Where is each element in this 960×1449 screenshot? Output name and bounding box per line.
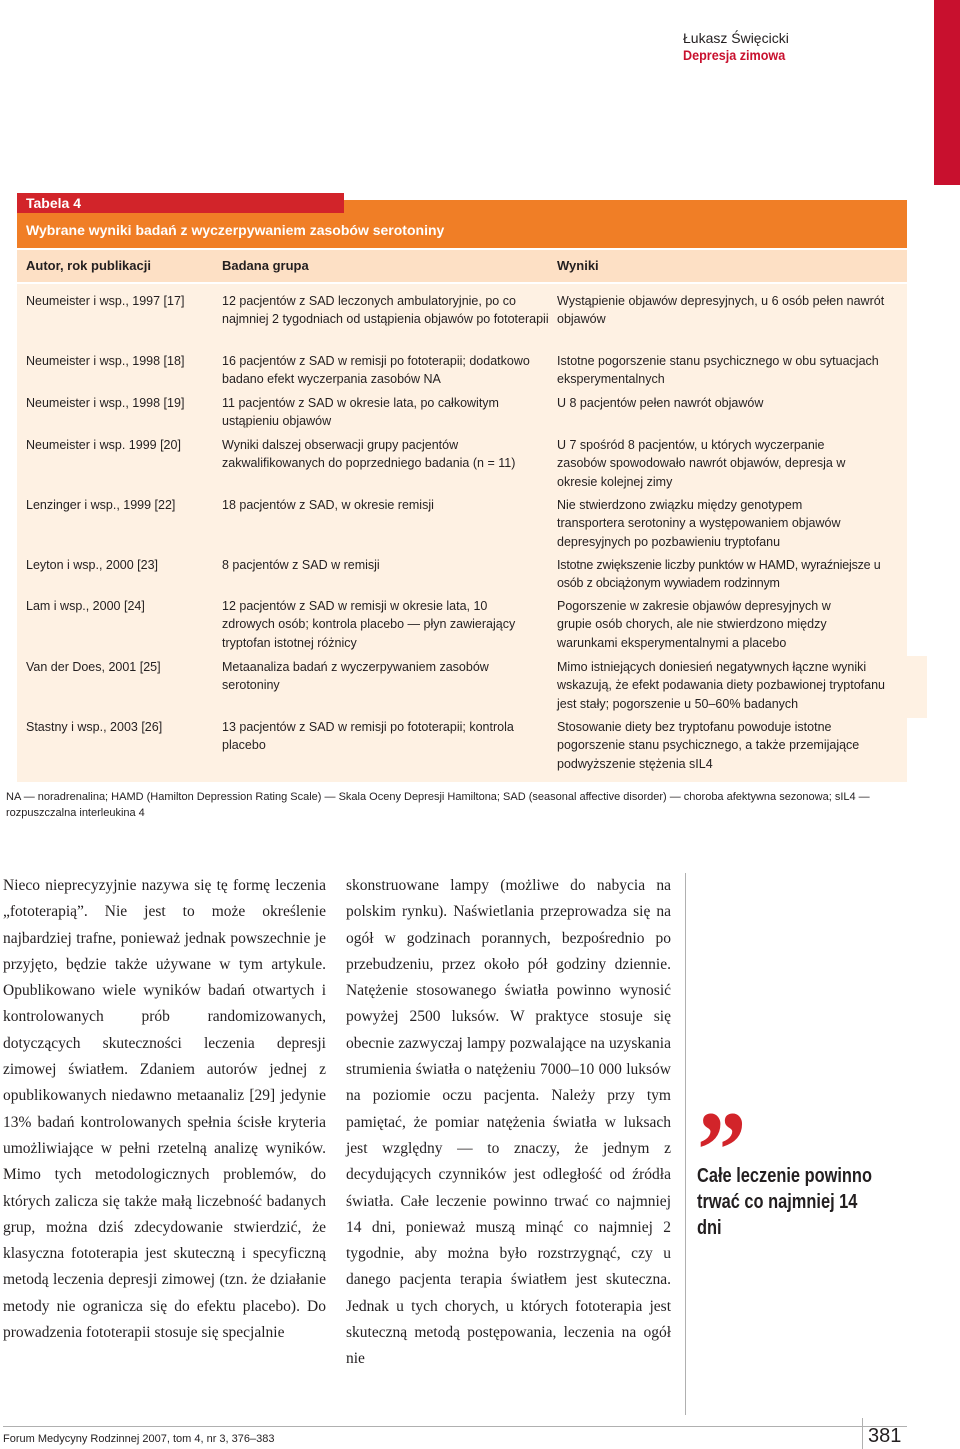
header-author: Łukasz Święcicki bbox=[683, 30, 789, 46]
table-cell-group: 11 pacjentów z SAD w okresie lata, po całkowitym ustąpieniu objawów bbox=[222, 396, 499, 429]
table-cell-group: 16 pacjentów z SAD w remisji po fototerapii; dodatkowo badano efekt wyczerpania zasobów NA bbox=[222, 354, 530, 387]
table-cell-group: 12 pacjentów z SAD leczonych ambulatoryjnie, po co najmniej 2 tygodniach od ustąpienia objawów po fototerapii bbox=[222, 294, 549, 327]
page-number-divider bbox=[862, 1418, 863, 1449]
table-cell-author: Van der Does, 2001 [25] bbox=[26, 660, 161, 674]
table-cell-group: Wyniki dalszej obserwacji grupy pacjentów zakwalifikowanych do poprzedniego badania (n = 11) bbox=[222, 438, 516, 471]
table-cell-group: 8 pacjentów z SAD w remisji bbox=[222, 558, 380, 572]
table-cell-result: Wystąpienie objawów depresyjnych, u 6 osób pełen nawrót objawów bbox=[557, 294, 885, 327]
table-label: Tabela 4 bbox=[17, 193, 344, 213]
table-cell-result: Istotne pogorszenie stanu psychicznego w obu sytuacjach eksperymentalnych bbox=[557, 354, 879, 387]
table-cell-author: Neumeister i wsp., 1997 [17] bbox=[26, 294, 185, 308]
table-cell-author: Neumeister i wsp. 1999 [20] bbox=[26, 438, 181, 452]
page-number: 381 bbox=[868, 1425, 902, 1447]
table-cell-author: Stastny i wsp., 2003 [26] bbox=[26, 720, 163, 734]
quote-mark-icon: ” bbox=[697, 1089, 747, 1211]
table-cell-result: Nie stwierdzono związku między genotypem transportera serotoniny a występowaniem objawów depresyjnych po pozbawieniu tryptofanu bbox=[557, 498, 841, 549]
table-cell-author: Lenzinger i wsp., 1999 [22] bbox=[26, 498, 176, 512]
body-column-left: Nieco nieprecyzyjnie nazywa się tę formę leczenia „fototerapią”. Nie jest to może określenie najbardziej trafne, ponieważ jednak powszechnie je przyjęto, będzie także używane w tym artykule. Opublikowano wiele wyników badań otwartych i kontrolowanych prób randomizowanych, dotyczących skuteczności leczenia depresji zimowej światłem. Zdaniem autorów jednej z opublikowanych niedawno metaanaliz [29] jedynie 13% badań kontrolowanych spełnia ścisłe kryteria umożliwiające w pełni rzetelną analizę wyników. Mimo tych metodologicznych problemów, do których zalicza się także małą liczebność badanych grup, można dziś zdecydowanie stwierdzić, że klasyczna fototerapia jest skuteczną i specyficzną metodą leczenia depresji zimowej (tzn. że działanie metody nie ogranicza się do efektu placebo). Do prowadzenia fototerapii stosuje się specjalnie bbox=[3, 877, 326, 1342]
table-cell-group: 13 pacjentów z SAD w remisji po fototerapii; kontrola placebo bbox=[222, 720, 514, 753]
table-cell-group: 12 pacjentów z SAD w remisji w okresie lata, 10 zdrowych osób; kontrola placebo — płyn zawierający tryptofan istotnej różnicy bbox=[222, 599, 516, 650]
table-title: Wybrane wyniki badań z wyczerpywaniem zasobów serotoniny bbox=[17, 200, 907, 248]
table-cell-author: Lam i wsp., 2000 [24] bbox=[26, 599, 145, 613]
footer-divider bbox=[3, 1426, 907, 1427]
running-header bbox=[683, 30, 797, 64]
column-header-results: Wyniki bbox=[557, 258, 599, 273]
column-header-author: Autor, rok publikacji bbox=[26, 258, 151, 273]
red-accent-bar bbox=[934, 0, 960, 185]
footer-journal: Forum Medycyny Rodzinnej 2007, tom 4, nr 3, 376–383 bbox=[3, 1433, 275, 1445]
pull-quote: Całe leczenie powinno trwać co najmniej 14 dni bbox=[697, 1165, 872, 1239]
table-cell-group: Metaanaliza badań z wyczerpywaniem zasobów serotoniny bbox=[222, 660, 489, 693]
table-cell-result: Stosowanie diety bez tryptofanu powoduje istotne pogorszenie stanu psychicznego, a także przemijające podwyższenie stężenia sIL4 bbox=[557, 720, 860, 771]
body-column-right: skonstruowane lampy (możliwe do nabycia na polskim rynku). Naświetlania przeprowadza się na ogół w godzinach porannych, bezpośrednio po przebudzeniu, przez około pół godziny dziennie. Natężenie stosowanego światła powinno wynosić powyżej 2500 luksów. W praktyce stosuje się obecnie zazwyczaj lampy pozwalające na uzyskania strumienia światła o natężeniu 7000–10 000 luksów na poziomie oczu pacjenta. Należy przy tym pamiętać, że pomiar natężenia światła w luksach jest względny — to znaczy, że jednym z decydujących czynników jest odległość od źródła światła. Całe leczenie powinno trwać co najmniej 14 dni, ponieważ muszą minąć co najmniej 2 tygodnie, aby można było rozstrzygnąć, czy u danego pacjenta terapia światłem jest skuteczna. Jednak u tych chorych, u których fototerapia jest skuteczną metodą postępowania, leczenia na ogół nie bbox=[346, 877, 671, 1368]
column-header-group: Badana grupa bbox=[222, 258, 309, 273]
table-cell-result: U 7 spośród 8 pacjentów, u których wyczerpanie zasobów spowodowało nawrót objawów, depresja w okresie kolejnej zimy bbox=[557, 438, 846, 489]
table-cell-result: Istotne zwiększenie liczby punktów w HAMD, wyraźniejsze u osób z obciążonym wywiadem rodzinnym bbox=[557, 558, 881, 591]
header-title: Depresja zimowa bbox=[683, 47, 786, 63]
table-cell-author: Neumeister i wsp., 1998 [18] bbox=[26, 354, 185, 368]
table-cell-author: Neumeister i wsp., 1998 [19] bbox=[26, 396, 185, 410]
table-cell-group: 18 pacjentów z SAD, w okresie remisji bbox=[222, 498, 434, 512]
table-cell-result: U 8 pacjentów pełen nawrót objawów bbox=[557, 396, 764, 410]
table-header-row bbox=[17, 250, 907, 282]
table-footnote: NA — noradrenalina; HAMD (Hamilton Depression Rating Scale) — Skala Oceny Depresji Hamiltona; SAD (seasonal affective disorder) — choroba afektywna sezonowa; sIL4 — rozpuszczalna interleukina 4 bbox=[6, 791, 870, 819]
table-cell-author: Leyton i wsp., 2000 [23] bbox=[26, 558, 159, 572]
column-divider bbox=[685, 873, 686, 1415]
table-cell-result: Pogorszenie w zakresie objawów depresyjnych w grupie osób chorych, ale nie stwierdzono między warunkami eksperymentalnymi a placebo bbox=[557, 599, 831, 650]
table-cell-result: Mimo istniejących doniesień negatywnych łączne wyniki wskazują, że efekt podawania diety pozbawionej tryptofanu jest stały; pogorszenie u 50–60% badanych bbox=[557, 660, 885, 711]
